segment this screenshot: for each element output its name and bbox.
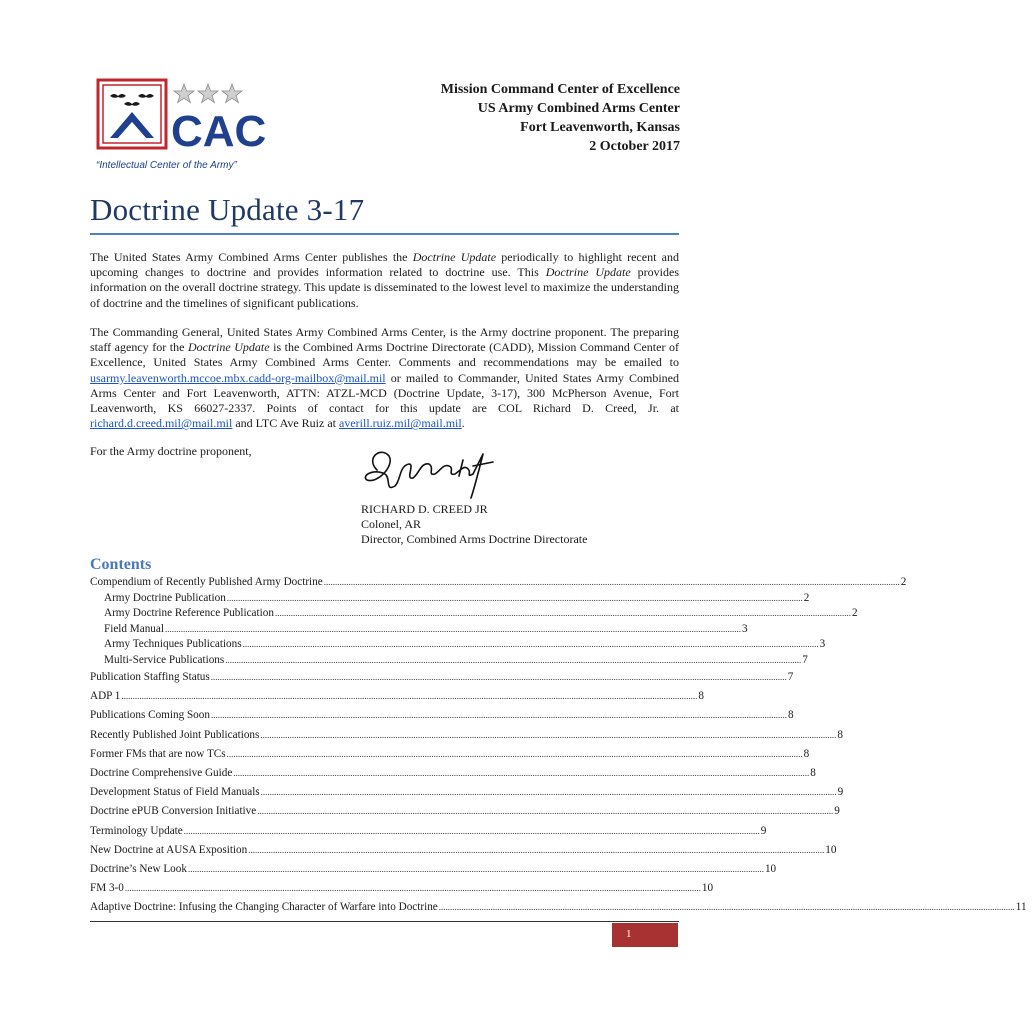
toc-leader-dots <box>165 623 741 635</box>
toc-leader-dots <box>243 638 819 650</box>
toc-leader-dots <box>225 654 801 666</box>
toc-leader-dots <box>125 882 701 894</box>
toc-leader-dots <box>211 709 787 721</box>
toc-entry[interactable] <box>90 653 808 670</box>
toc-entry-page: 7 <box>787 671 794 683</box>
table-of-contents <box>90 576 1027 918</box>
toc-entry-page: 2 <box>900 576 907 588</box>
toc-entry[interactable] <box>90 709 794 726</box>
toc-leader-dots <box>439 901 1015 913</box>
toc-leader-dots <box>248 844 824 856</box>
toc-entry[interactable] <box>90 747 810 765</box>
handwritten-signature <box>355 440 505 504</box>
toc-entry-label: Army Doctrine Reference Publication <box>104 607 274 619</box>
toc-entry[interactable] <box>90 882 714 899</box>
toc-leader-dots <box>261 786 837 798</box>
toc-entry[interactable] <box>90 690 704 707</box>
toc-entry[interactable] <box>90 786 844 803</box>
toc-entry[interactable] <box>90 591 810 608</box>
toc-entry-label: Field Manual <box>104 622 164 635</box>
toc-leader-dots <box>184 825 760 837</box>
toc-leader-dots <box>227 592 803 604</box>
svg-text:CAC: CAC <box>171 107 267 156</box>
toc-entry-label: Army Techniques Publications <box>104 638 242 650</box>
toc-entry-label: Former FMs that are now TCs <box>90 747 226 760</box>
toc-entry-page: 10 <box>701 882 714 895</box>
toc-entry-page: 8 <box>837 728 843 741</box>
toc-entry[interactable] <box>90 607 858 623</box>
toc-entry-page: 8 <box>810 766 816 779</box>
toc-entry-page: 9 <box>837 786 844 799</box>
cadd-mailbox-link[interactable]: usarmy.leavenworth.mccoe.mbx.cadd-org-mailbox@mail.mil <box>90 370 386 385</box>
toc-entry[interactable] <box>90 576 907 592</box>
closing-line: For the Army doctrine proponent, <box>90 444 252 458</box>
org-line: Mission Command Center of Excellence <box>440 82 680 97</box>
toc-entry-label: Army Doctrine Publication <box>104 591 226 604</box>
toc-leader-dots <box>257 805 833 817</box>
toc-entry-label: Publications Coming Soon <box>90 709 210 722</box>
toc-entry[interactable] <box>90 824 767 842</box>
toc-entry-page: 8 <box>803 747 810 760</box>
contents-heading: Contents <box>90 556 152 573</box>
intro-paragraph-2: The Commanding General, United States Army Combined Arms Center, is the Army doctrine proponent. The preparing staff agency for the Doctrine Update is the Combined Arms Doctrine Directorate (CADD), Mission Command Center of Excellence, United States Army Combined Arms Center. Comments and recommendations may be emailed to usarmy.leavenworth.mccoe.mbx.cadd-org-mailbox@mail.mil or mailed to Commander, United States Army Combined Arms Center and Fort Leavenworth, ATTN: ATZL-MCD (Doctrine Update, 3-17), 300 McPherson Avenue, Fort Leavenworth, KS 66027-2337. Points of contact for this update are COL Richard D. Creed, Jr. at richard.d.creed.mil@mail.mil and LTC Ave Ruiz at averill.ruiz.mil@mail.mil. <box>90 325 679 431</box>
toc-entry[interactable] <box>90 805 840 822</box>
toc-entry-page: 8 <box>698 690 704 703</box>
toc-entry-label: Publication Staffing Status <box>90 671 210 683</box>
toc-entry[interactable] <box>90 862 777 880</box>
toc-entry[interactable] <box>90 638 826 654</box>
title-divider <box>90 233 679 235</box>
toc-entry-page: 9 <box>834 805 840 818</box>
toc-entry-label: Terminology Update <box>90 824 183 837</box>
toc-entry-label: FM 3-0 <box>90 882 124 895</box>
toc-entry[interactable] <box>90 622 748 639</box>
toc-entry-page: 2 <box>803 591 810 604</box>
logo-tagline: “Intellectual Center of the Army” <box>96 160 237 171</box>
toc-entry-page: 3 <box>741 622 748 635</box>
toc-entry-label: Doctrine ePUB Conversion Initiative <box>90 805 257 818</box>
toc-entry-page: 8 <box>787 709 794 722</box>
toc-entry-label: Development Status of Field Manuals <box>90 786 260 799</box>
toc-leader-dots <box>121 690 697 702</box>
toc-entry[interactable] <box>90 766 816 784</box>
toc-entry-page: 11 <box>1015 901 1027 914</box>
toc-leader-dots <box>211 671 787 683</box>
toc-entry-page: 2 <box>851 607 858 619</box>
toc-leader-dots <box>324 576 900 588</box>
signature-block <box>361 502 587 547</box>
footer-divider <box>90 921 679 922</box>
toc-entry-label: Adaptive Doctrine: Infusing the Changing Character of Warfare into Doctrine <box>90 901 438 914</box>
intro-paragraph-1: The United States Army Combined Arms Center publishes the Doctrine Update periodically to highlight recent and upcoming changes to doctrine and provides information related to doctrine use. This Doctrine Update provides information on the overall doctrine strategy. This update is disseminated to the lowest level to maximize the understanding of doctrine and the timelines of significant publications. <box>90 250 680 310</box>
toc-entry-label: Recently Published Joint Publications <box>90 728 260 741</box>
org-line: US Army Combined Arms Center <box>477 101 680 116</box>
signer-name: RICHARD D. CREED JR <box>361 502 488 516</box>
toc-entry-page: 10 <box>825 843 837 856</box>
toc-entry-page: 7 <box>802 653 808 666</box>
toc-entry-label: ADP 1 <box>90 690 121 703</box>
toc-leader-dots <box>260 729 836 741</box>
toc-entry-label: Compendium of Recently Published Army Doctrine <box>90 576 323 588</box>
toc-entry-label: New Doctrine at AUSA Exposition <box>90 843 248 856</box>
toc-leader-dots <box>188 863 764 875</box>
page-number: 1 <box>626 928 632 940</box>
toc-entry-label: Multi-Service Publications <box>104 653 225 666</box>
toc-entry-page: 10 <box>764 862 777 875</box>
cac-shield-icon <box>96 78 267 160</box>
toc-leader-dots <box>233 767 809 779</box>
toc-entry[interactable] <box>90 671 794 688</box>
ruiz-email-link[interactable]: averill.ruiz.mil@mail.mil <box>339 416 462 431</box>
document-title: Doctrine Update 3-17 <box>90 192 365 227</box>
toc-entry[interactable] <box>90 728 843 746</box>
toc-leader-dots <box>275 607 851 619</box>
signer-position: Director, Combined Arms Doctrine Directorate <box>361 532 588 546</box>
creed-email-link[interactable]: richard.d.creed.mil@mail.mil <box>90 416 233 431</box>
page-number-box <box>612 923 678 947</box>
toc-entry-label: Doctrine’s New Look <box>90 862 187 875</box>
toc-entry-page: 3 <box>819 638 826 650</box>
toc-entry[interactable] <box>90 901 1027 918</box>
document-date: 2 October 2017 <box>589 139 680 154</box>
toc-leader-dots <box>227 748 803 760</box>
toc-entry-page: 9 <box>760 824 767 837</box>
toc-entry-label: Doctrine Comprehensive Guide <box>90 766 233 779</box>
org-line: Fort Leavenworth, Kansas <box>520 120 680 135</box>
org-address-block <box>441 80 680 156</box>
toc-entry[interactable] <box>90 843 837 861</box>
signer-rank: Colonel, AR <box>361 517 422 531</box>
